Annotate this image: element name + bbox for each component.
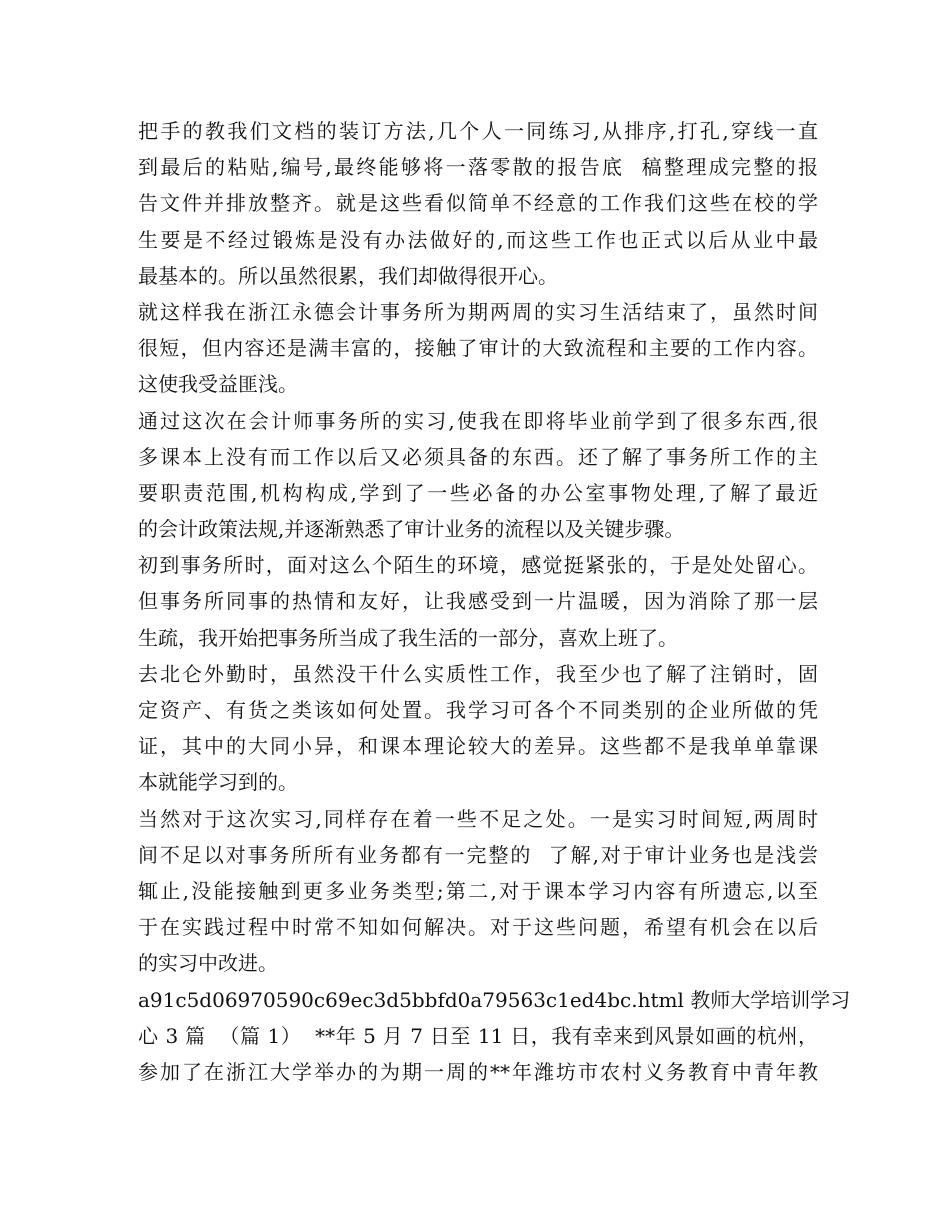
text-line: 证，其中的大同小异，和课本理论较大的差异。这些都不是我单单靠课	[138, 734, 818, 759]
text-line: a91c5d06970590c69ec3d5bbfd0a79563c1ed4bc.html 教师大学培训学习	[138, 987, 851, 1012]
text-line: 参加了在浙江大学举办的为期一周的**年潍坊市农村义务教育中青年教	[138, 1059, 818, 1084]
text-line: 的会计政策法规,并逐渐熟悉了审计业务的流程以及关键步骤。	[138, 517, 685, 542]
text-line: 初到事务所时，面对这么个陌生的环境，感觉挺紧张的，于是处处留心。	[138, 553, 818, 578]
text-line: 到最后的粘贴,编号,最终能够将一落零散的报告底 稿整理成完整的报	[138, 155, 818, 180]
text-line: 辄止,没能接触到更多业务类型;第二,对于课本学习内容有所遗忘,以至	[138, 878, 818, 903]
text-line: 就这样我在浙江永德会计事务所为期两周的实习生活结束了，虽然时间	[138, 299, 818, 324]
text-line: 最基本的。所以虽然很累，我们却做得很开心。	[138, 263, 558, 288]
text-line: 去北仑外勤时，虽然没干什么实质性工作，我至少也了解了注销时，固	[138, 661, 818, 686]
document-body	[138, 113, 851, 1090]
text-line: 告文件并排放整齐。就是这些看似简单不经意的工作我们这些在校的学	[138, 191, 818, 216]
text-line: 于在实践过程中时常不知如何解决。对于这些问题，希望有机会在以后	[138, 915, 818, 940]
text-line: 把手的教我们文档的装订方法,几个人一同练习,从排序,打孔,穿线一直	[138, 119, 818, 143]
text-line: 的实习中改进。	[138, 951, 278, 976]
text-line: 通过这次在会计师事务所的实习,使我在即将毕业前学到了很多东西,很	[138, 408, 818, 433]
text-line: 但事务所同事的热情和友好，让我感受到一片温暖，因为消除了那一层	[138, 589, 818, 614]
text-line: 很短，但内容还是满丰富的，接触了审计的大致流程和主要的工作内容。	[138, 336, 818, 361]
text-line: 当然对于这次实习,同样存在着一些不足之处。一是实习时间短,两周时	[138, 806, 818, 831]
text-line: 要职责范围,机构构成,学到了一些必备的办公室事物处理,了解了最近	[138, 480, 818, 505]
text-line: 生要是不经过锻炼是没有办法做好的,而这些工作也正式以后从业中最	[138, 227, 818, 252]
text-line: 多课本上没有而工作以后又必须具备的东西。还了解了事务所工作的主	[138, 444, 818, 469]
text-line: 本就能学习到的。	[138, 770, 298, 795]
text-line: 定资产、有货之类该如何处置。我学习可各个不同类别的企业所做的凭	[138, 698, 818, 722]
text-line: 间不足以对事务所所有业务都有一完整的 了解,对于审计业务也是浅尝	[138, 842, 818, 867]
text-line: 心 3 篇 （篇 1） **年 5 月 7 日至 11 日，我有幸来到风景如画的杭州，	[138, 1023, 818, 1048]
text-line: 生疏，我开始把事务所当成了我生活的一部分，喜欢上班了。	[138, 625, 678, 650]
text-line: 这使我受益匪浅。	[138, 372, 298, 397]
